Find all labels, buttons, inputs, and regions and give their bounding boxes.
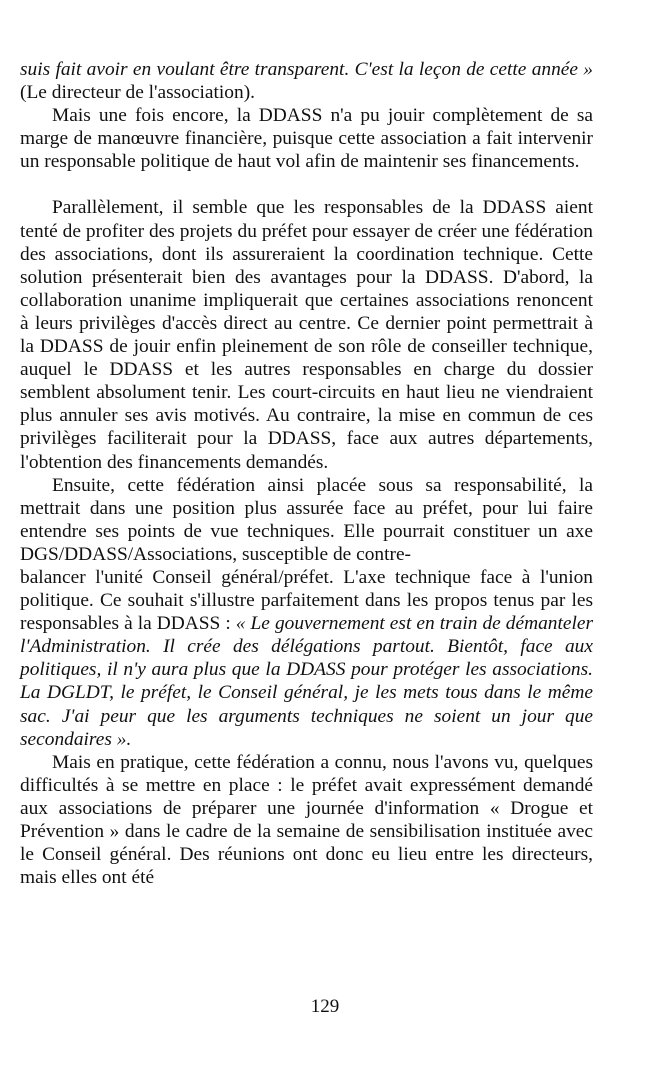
paragraph-text: Parallèlement, il semble que les responsables de la DDASS aient tenté de profiter des projets du préfet pour essayer de créer une fédération des associations, dont ils assureraient la coordination technique. Cette solution présenterait bien des avantages pour la DDASS. D'abord, la collaboration unanime impliquerait que certaines associations renoncent à leurs privilèges d'accès direct au centre. Ce dernier point permettrait à la DDASS de jouir enfin pleinement de son rôle de conseiller technique, auquel le DDASS et les autres responsables en charge du dossier semblent absolument tenir. Les court-circuits en haut lieu ne viendraient plus annuler ses avis motivés. Au contraire, la mise en commun de ces privilèges faciliterait pour la DDASS, face aux autres départements, l'obtention des financements demandés. (20, 197, 593, 473)
paragraph (20, 566, 593, 751)
paragraph-spacer (20, 173, 593, 196)
document-body (20, 58, 593, 889)
paragraph (20, 58, 593, 104)
paragraph (20, 474, 593, 566)
paragraph (20, 751, 593, 890)
paragraph-text: balancer l'unité Conseil général/préfet. L'axe technique face à l'union politique. Ce souhait s'illustre parfaitement dans les propos tenus par les responsables à la DDASS : (20, 566, 593, 635)
paragraph (20, 104, 593, 173)
italic-quote-text: « Le gouvernement est en train de démanteler l'Administration. Il crée des délégations partout. Bientôt, face aux politiques, il n'y aura plus que la DDASS pour protéger les associations. La DGLDT, le préfet, le Conseil général, je les mets tous dans le même sac. J'ai peur que les arguments techniques ne soient un jour que secondaires ». (20, 613, 593, 750)
paragraph-text: Mais une fois encore, la DDASS n'a pu jouir complètement de sa marge de manœuvre financière, puisque cette association a fait intervenir un responsable politique de haut vol afin de maintenir ses financements. (20, 105, 593, 173)
paragraph (20, 196, 593, 473)
italic-quote-text: suis fait avoir en voulant être transparent. C'est la leçon de cette année » (20, 59, 593, 80)
paragraph-text: Ensuite, cette fédération ainsi placée sous sa responsabilité, la mettrait dans une position plus assurée face au préfet, pour lui faire entendre ses points de vue techniques. Elle pourrait constituer un axe DGS/DDASS/Associations, susceptible de contre- (20, 474, 593, 565)
paragraph-text: Mais en pratique, cette fédération a connu, nous l'avons vu, quelques difficultés à se mettre en place : le préfet avait expressément demandé aux associations de préparer une journée d'information « Drogue et Prévention » dans le cadre de la semaine de sensibilisation instituée avec le Conseil général. Des réunions ont donc eu lieu entre les directeurs, mais elles ont été (20, 751, 593, 889)
paragraph-text: (Le directeur de l'association). (20, 82, 255, 104)
page-number: 129 (310, 996, 340, 1017)
